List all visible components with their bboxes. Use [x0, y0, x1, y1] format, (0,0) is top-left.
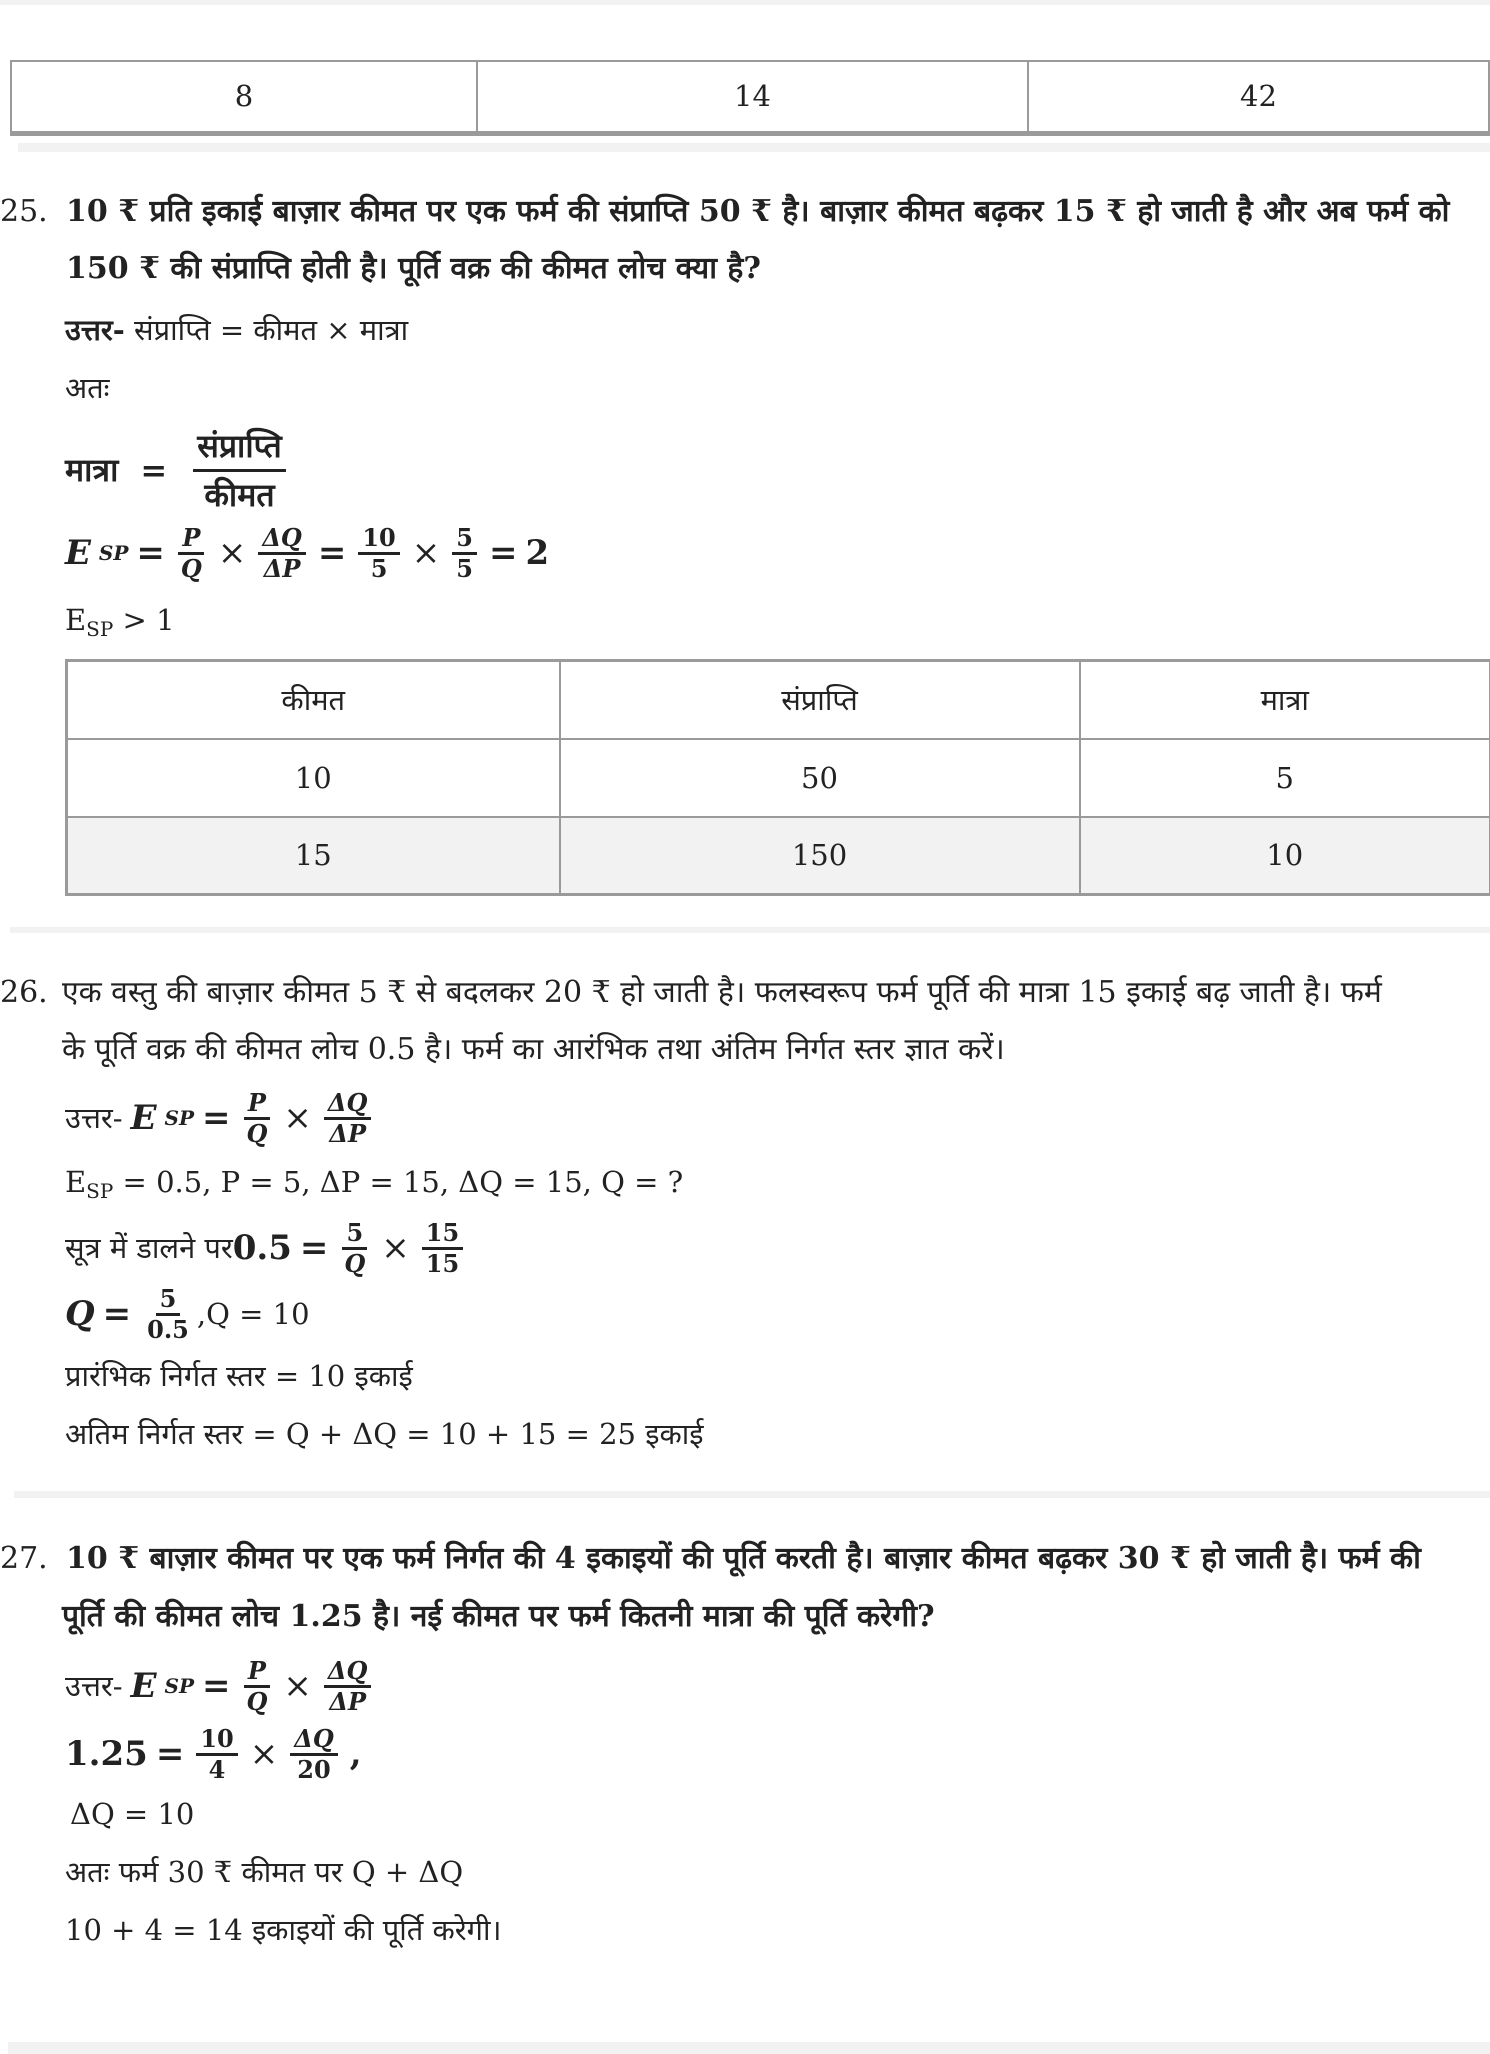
- given-values: $E_{SP} = 0.5$, P = 5, ΔP = 15, ΔQ = 15, Q = ?: [65, 1165, 684, 1203]
- table-header-row: [67, 661, 1490, 739]
- table-cell: 150: [560, 817, 1080, 895]
- question-text: एक वस्तु की बाज़ार कीमत 5 ₹ से बदलकर 20 ₹ हो जाती है। फलस्वरूप फर्म पूर्ति की मात्रा 15 इकाई बढ़ जाती है। फर्म: [62, 975, 1382, 1010]
- section-separator: [18, 143, 1490, 152]
- question-text: पूर्ति की कीमत लोच 1.25 है। नई कीमत पर फर्म कितनी मात्रा की पूर्ति करेगी?: [62, 1599, 935, 1634]
- table-cell: 50: [560, 739, 1080, 817]
- substitution-line: सूत्र में डालने पर 0.5 = $\frac{5}{Q}$ × $\frac{15}{15}$: [65, 1210, 467, 1286]
- elasticity-equation: E SP = $\frac{P}{Q}$ × $\frac{\Delta Q}{\Delta P}$ = $\frac{10}{5}$ × $\frac{5}{5}$ = 2: [65, 522, 550, 583]
- question-number: 27.: [0, 1541, 48, 1576]
- table-row: [67, 817, 1490, 895]
- question-26-line2: [62, 1021, 1005, 1079]
- table-cell: 10: [1080, 817, 1490, 895]
- table-row: [11, 61, 1489, 133]
- bottom-separator: [8, 2042, 1490, 2054]
- column-header-revenue: संप्राप्ति: [560, 661, 1080, 739]
- formula-eq: =: [140, 451, 168, 489]
- question-text: 150 ₹ की संप्राप्ति होती है। पूर्ति वक्र की कीमत लोच क्या है?: [66, 251, 761, 286]
- section-separator: [10, 927, 1490, 933]
- q-solution-line: Q = $\frac{5}{0.5}$ ,Q = 10: [65, 1283, 310, 1344]
- table-cell: 10: [67, 739, 560, 817]
- question-26-line1: [0, 964, 1382, 1022]
- question-25-line1: [0, 183, 1449, 241]
- table-cell: 8: [11, 61, 477, 133]
- formula-lhs: मात्रा: [65, 451, 119, 489]
- section-separator: [14, 1491, 1490, 1498]
- formula-fraction: $\frac{\text{संप्राप्ति}}{\text{कीमत}}$: [193, 424, 286, 517]
- question-text: 10 ₹ बाज़ार कीमत पर एक फर्म निर्गत की 4 इकाइयों की पूर्ति करती है। बाज़ार कीमत बढ़कर 30 ₹ हो जाती है। फर्म की: [66, 1541, 1421, 1576]
- table-row: [67, 739, 1490, 817]
- top-table: [10, 60, 1490, 136]
- question-27-line1: [0, 1530, 1421, 1588]
- elasticity-formula: उत्तर- E SP = $\frac{P}{Q}$ × $\frac{\Delta Q}{\Delta P}$: [65, 1648, 375, 1724]
- question-text: 10 ₹ प्रति इकाई बाज़ार कीमत पर एक फर्म की संप्राप्ति 50 ₹ है। बाज़ार कीमत बढ़कर 15 ₹ हो जाती है और अब फर्म को: [66, 194, 1450, 229]
- question-25-line2: [66, 240, 761, 298]
- answer-text: संप्राप्ति = कीमत × मात्रा: [124, 313, 409, 347]
- final-output-line: अतिम निर्गत स्तर = Q + ΔQ = 10 + 15 = 25 इकाई: [65, 1417, 704, 1451]
- question-number: 25.: [0, 194, 48, 229]
- calculation-line: 1.25 = $\frac{10}{4}$ × $\frac{\Delta Q}{20}$ ,: [65, 1723, 362, 1784]
- hence-line: अतः फर्म 30 ₹ कीमत पर Q + ΔQ: [65, 1855, 464, 1889]
- table-cell: 15: [67, 817, 560, 895]
- table-cell: 5: [1080, 739, 1490, 817]
- question-27-line2: [62, 1588, 935, 1646]
- top-separator: [0, 0, 1490, 5]
- delta-q-result: ΔQ = 10: [70, 1797, 195, 1831]
- table-cell: 42: [1028, 61, 1489, 133]
- question-number: 26.: [0, 975, 48, 1010]
- initial-output-line: प्रारंभिक निर्गत स्तर = 10 इकाई: [65, 1359, 413, 1393]
- answer-label: उत्तर-: [65, 1669, 123, 1703]
- hence-line: अतः: [65, 371, 110, 405]
- column-header-quantity: मात्रा: [1080, 661, 1490, 739]
- revenue-table: [65, 659, 1490, 896]
- final-answer-line: 10 + 4 = 14 इकाइयों की पूर्ति करेगी।: [65, 1913, 502, 1947]
- table-cell: 14: [477, 61, 1028, 133]
- answer-label: उत्तर-: [65, 1101, 123, 1135]
- elasticity-formula: उत्तर- E SP = $\frac{P}{Q}$ × $\frac{\Delta Q}{\Delta P}$: [65, 1080, 375, 1156]
- elasticity-conclusion: $E_{SP} > 1$: [65, 603, 175, 641]
- question-text: के पूर्ति वक्र की कीमत लोच 0.5 है। फर्म का आरंभिक तथा अंतिम निर्गत स्तर ज्ञात करें।: [62, 1032, 1005, 1067]
- answer-line: [65, 310, 408, 350]
- quantity-formula: [65, 420, 290, 520]
- column-header-price: कीमत: [67, 661, 560, 739]
- answer-label: उत्तर-: [65, 313, 125, 347]
